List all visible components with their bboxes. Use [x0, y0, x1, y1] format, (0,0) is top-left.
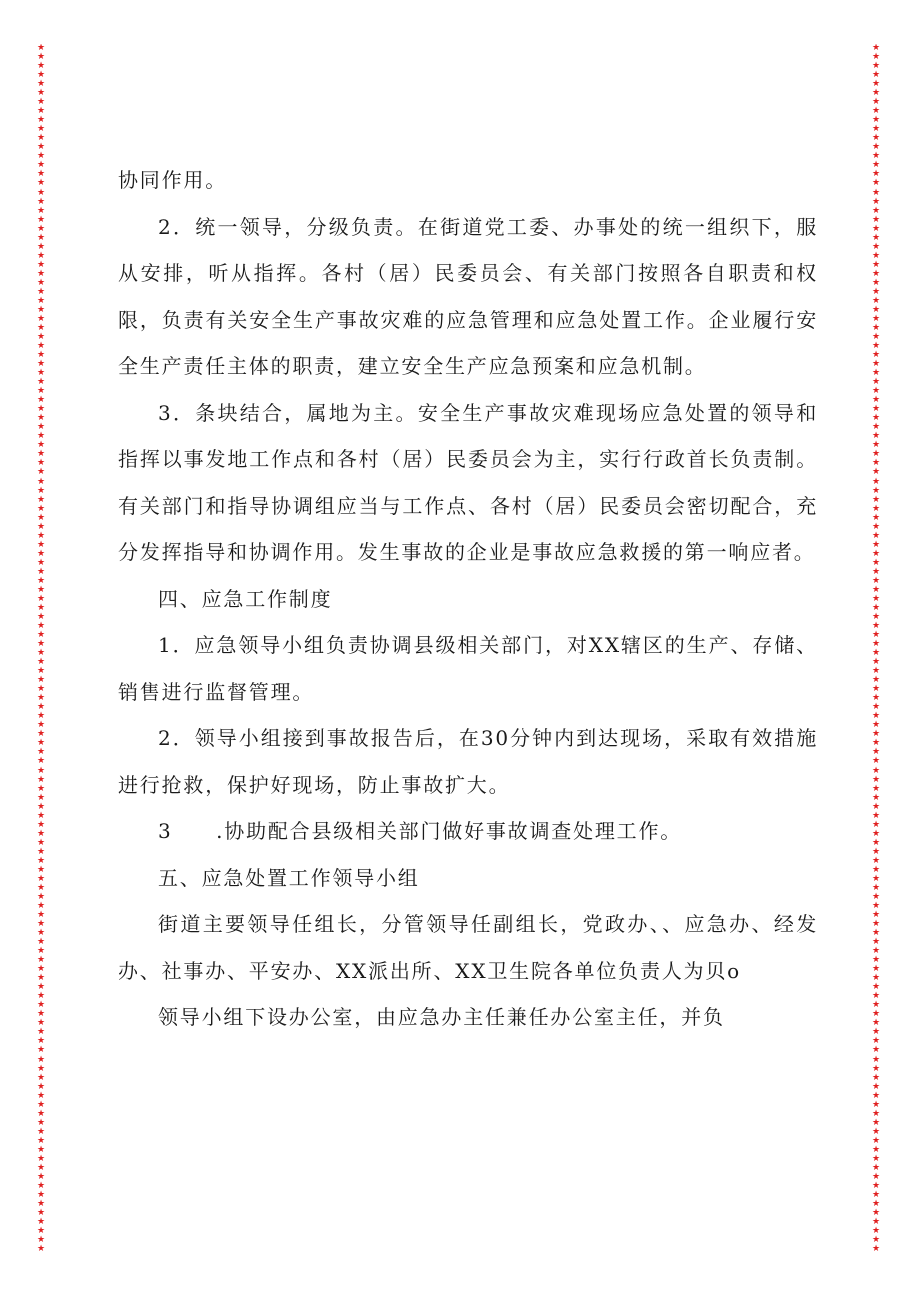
star-icon: ★ [36, 566, 46, 577]
star-icon: ★ [871, 359, 881, 370]
star-icon: ★ [871, 79, 881, 90]
star-icon: ★ [871, 738, 881, 749]
star-icon: ★ [871, 268, 881, 279]
star-icon: ★ [871, 648, 881, 659]
star-icon: ★ [871, 476, 881, 487]
star-icon: ★ [871, 991, 881, 1002]
star-icon: ★ [871, 449, 881, 460]
star-icon: ★ [871, 828, 881, 839]
star-icon: ★ [871, 1244, 881, 1255]
star-icon: ★ [36, 413, 46, 424]
star-icon: ★ [871, 973, 881, 984]
star-icon: ★ [871, 1171, 881, 1182]
star-icon: ★ [36, 837, 46, 848]
star-icon: ★ [871, 458, 881, 469]
star-icon: ★ [36, 1027, 46, 1038]
star-icon: ★ [36, 675, 46, 686]
star-icon: ★ [871, 955, 881, 966]
star-icon: ★ [36, 855, 46, 866]
star-icon: ★ [871, 386, 881, 397]
star-icon: ★ [871, 1180, 881, 1191]
star-icon: ★ [871, 819, 881, 830]
star-icon: ★ [36, 946, 46, 957]
star-icon: ★ [871, 304, 881, 315]
star-icon: ★ [36, 332, 46, 342]
star-icon: ★ [871, 1144, 881, 1155]
star-icon: ★ [871, 160, 881, 171]
star-icon: ★ [36, 458, 46, 469]
star-icon: ★ [871, 214, 881, 225]
star-icon: ★ [36, 801, 46, 812]
star-icon: ★ [36, 846, 46, 857]
star-icon: ★ [871, 1027, 881, 1038]
star-icon: ★ [36, 404, 46, 415]
star-icon: ★ [871, 467, 881, 478]
star-icon: ★ [36, 575, 46, 586]
star-icon: ★ [36, 684, 46, 695]
star-icon: ★ [871, 521, 881, 532]
star-icon: ★ [871, 711, 881, 722]
star-icon: ★ [871, 1000, 881, 1011]
star-icon: ★ [36, 1063, 46, 1074]
star-icon: ★ [36, 1208, 46, 1219]
star-icon: ★ [871, 982, 881, 993]
star-icon: ★ [36, 133, 46, 144]
star-icon: ★ [871, 241, 881, 252]
star-icon: ★ [36, 882, 46, 893]
star-icon: ★ [36, 1180, 46, 1191]
star-icon: ★ [36, 919, 46, 930]
star-icon: ★ [871, 1135, 881, 1146]
star-icon: ★ [871, 720, 881, 731]
star-icon: ★ [871, 1072, 881, 1083]
star-icon: ★ [36, 873, 46, 884]
star-icon: ★ [871, 187, 881, 198]
star-icon: ★ [36, 828, 46, 839]
star-icon: ★ [36, 521, 46, 532]
star-icon: ★ [36, 160, 46, 171]
star-icon: ★ [36, 593, 46, 604]
star-icon: ★ [36, 44, 46, 53]
star-icon: ★ [36, 756, 46, 767]
star-icon: ★ [36, 1135, 46, 1146]
star-icon: ★ [871, 539, 881, 550]
star-icon: ★ [871, 1235, 881, 1246]
star-icon: ★ [871, 855, 881, 866]
star-icon: ★ [36, 1090, 46, 1101]
star-icon: ★ [36, 602, 46, 613]
star-icon: ★ [871, 196, 881, 207]
star-icon: ★ [871, 205, 881, 216]
star-icon: ★ [871, 946, 881, 957]
star-icon: ★ [36, 377, 46, 388]
star-icon: ★ [871, 801, 881, 812]
paragraph-rule-3: 3 .协助配合县级相关部门做好事故调查处理工作。 [158, 819, 683, 843]
star-icon: ★ [36, 928, 46, 939]
star-icon: ★ [871, 341, 881, 352]
star-icon: ★ [36, 1099, 46, 1110]
star-icon: ★ [36, 738, 46, 749]
star-icon: ★ [871, 702, 881, 713]
star-icon: ★ [36, 440, 46, 451]
star-icon: ★ [871, 684, 881, 695]
star-icon: ★ [871, 70, 881, 81]
star-icon: ★ [871, 1126, 881, 1137]
star-icon: ★ [36, 431, 46, 442]
star-icon: ★ [36, 52, 46, 63]
star-icon: ★ [871, 124, 881, 135]
star-icon: ★ [36, 205, 46, 216]
star-icon: ★ [871, 422, 881, 433]
star-icon: ★ [871, 1117, 881, 1128]
star-icon: ★ [871, 142, 881, 153]
left-star-border [35, 44, 47, 1256]
paragraph-continuation: 协同作用。 [118, 168, 227, 192]
star-icon: ★ [36, 259, 46, 270]
paragraph-leadership: 街道主要领导任组长，分管领导任副组长，党政办、、应急办、经发办、社事办、平安办、XX派出所、XX卫生院各单位负责人为贝o [118, 912, 818, 983]
star-icon: ★ [871, 404, 881, 415]
star-icon: ★ [871, 295, 881, 306]
star-icon: ★ [36, 1018, 46, 1029]
star-icon: ★ [871, 675, 881, 686]
star-icon: ★ [36, 1072, 46, 1083]
star-icon: ★ [871, 1226, 881, 1237]
star-icon: ★ [871, 332, 881, 342]
star-icon: ★ [36, 548, 46, 559]
star-icon: ★ [36, 539, 46, 550]
star-icon: ★ [36, 277, 46, 288]
star-icon: ★ [871, 169, 881, 180]
star-icon: ★ [36, 70, 46, 81]
star-icon: ★ [36, 648, 46, 659]
star-icon: ★ [36, 106, 46, 117]
star-icon: ★ [36, 584, 46, 595]
star-icon: ★ [36, 1235, 46, 1246]
star-icon: ★ [871, 729, 881, 740]
star-icon: ★ [871, 837, 881, 848]
star-icon: ★ [871, 88, 881, 99]
star-icon: ★ [36, 169, 46, 180]
star-icon: ★ [871, 97, 881, 108]
star-icon: ★ [36, 982, 46, 993]
star-icon: ★ [36, 395, 46, 406]
star-icon: ★ [36, 666, 46, 677]
star-icon: ★ [871, 115, 881, 126]
star-icon: ★ [871, 882, 881, 893]
star-icon: ★ [871, 964, 881, 975]
star-icon: ★ [871, 512, 881, 523]
star-icon: ★ [871, 584, 881, 595]
star-icon: ★ [871, 395, 881, 406]
star-icon: ★ [36, 973, 46, 984]
star-icon: ★ [871, 223, 881, 234]
star-icon: ★ [36, 1117, 46, 1128]
star-icon: ★ [36, 1108, 46, 1119]
star-icon: ★ [871, 639, 881, 650]
star-icon: ★ [36, 1217, 46, 1228]
star-icon: ★ [871, 259, 881, 270]
star-icon: ★ [871, 747, 881, 758]
star-icon: ★ [36, 711, 46, 722]
document-body [118, 157, 818, 1041]
star-icon: ★ [36, 494, 46, 505]
star-icon: ★ [871, 377, 881, 388]
star-icon: ★ [871, 322, 881, 333]
star-icon: ★ [871, 1090, 881, 1101]
star-icon: ★ [871, 440, 881, 451]
star-icon: ★ [36, 313, 46, 324]
star-icon: ★ [36, 368, 46, 379]
paragraph-rule-2: 2．领导小组接到事故报告后，在30分钟内到达现场，采取有效措施进行抢救，保护好现场，防止事故扩大。 [118, 726, 818, 797]
star-icon: ★ [871, 666, 881, 677]
star-icon: ★ [871, 765, 881, 776]
star-icon: ★ [36, 1126, 46, 1137]
star-icon: ★ [36, 1144, 46, 1155]
star-icon: ★ [871, 106, 881, 117]
paragraph-office: 领导小组下设办公室，由应急办主任兼任办公室主任，并负 [158, 1005, 725, 1029]
star-icon: ★ [871, 846, 881, 857]
star-icon: ★ [36, 1000, 46, 1011]
star-icon: ★ [36, 97, 46, 108]
star-icon: ★ [871, 1162, 881, 1173]
star-icon: ★ [871, 575, 881, 586]
star-icon: ★ [36, 79, 46, 90]
star-icon: ★ [871, 350, 881, 361]
star-icon: ★ [36, 630, 46, 641]
star-icon: ★ [36, 991, 46, 1002]
star-icon: ★ [36, 115, 46, 126]
star-icon: ★ [871, 919, 881, 930]
star-icon: ★ [871, 277, 881, 288]
star-icon: ★ [36, 142, 46, 153]
star-icon: ★ [36, 891, 46, 902]
star-icon: ★ [871, 1189, 881, 1200]
star-icon: ★ [36, 557, 46, 568]
star-icon: ★ [36, 937, 46, 948]
star-icon: ★ [871, 611, 881, 622]
star-icon: ★ [871, 557, 881, 568]
star-icon: ★ [36, 1244, 46, 1255]
star-icon: ★ [871, 368, 881, 379]
star-icon: ★ [871, 1045, 881, 1056]
star-icon: ★ [36, 286, 46, 297]
star-icon: ★ [871, 1108, 881, 1119]
star-icon: ★ [871, 774, 881, 785]
star-icon: ★ [36, 1226, 46, 1237]
paragraph-rule-1: 1．应急领导小组负责协调县级相关部门，对XX辖区的生产、存储、销售进行监督管理。 [118, 633, 818, 704]
star-icon: ★ [871, 548, 881, 559]
star-icon: ★ [871, 151, 881, 162]
star-icon: ★ [871, 1036, 881, 1047]
star-icon: ★ [36, 1036, 46, 1047]
star-icon: ★ [36, 232, 46, 243]
star-icon: ★ [36, 178, 46, 189]
star-icon: ★ [36, 1162, 46, 1173]
star-icon: ★ [36, 512, 46, 523]
star-icon: ★ [36, 341, 46, 352]
star-icon: ★ [36, 783, 46, 794]
star-icon: ★ [36, 124, 46, 135]
star-icon: ★ [871, 1208, 881, 1219]
star-icon: ★ [36, 88, 46, 99]
star-icon: ★ [871, 44, 881, 53]
star-icon: ★ [871, 756, 881, 767]
star-icon: ★ [36, 503, 46, 514]
star-icon: ★ [871, 232, 881, 243]
star-icon: ★ [871, 61, 881, 72]
star-icon: ★ [36, 1009, 46, 1020]
star-icon: ★ [36, 304, 46, 315]
star-icon: ★ [36, 241, 46, 252]
star-icon: ★ [871, 485, 881, 496]
star-icon: ★ [36, 693, 46, 704]
star-icon: ★ [871, 621, 881, 631]
star-icon: ★ [871, 928, 881, 939]
star-icon: ★ [36, 196, 46, 207]
star-icon: ★ [36, 187, 46, 198]
paragraph-principle-2: 2．统一领导，分级负责。在街道党工委、办事处的统一组织下，服从安排，听从指挥。各村（居）民委员会、有关部门按照各自职责和权限，负责有关安全生产事故灾难的应急管理和应急处置工作。企业履行安全生产责任主体的职责，建立安全生产应急预案和应急机制。 [118, 214, 818, 378]
star-icon: ★ [36, 1054, 46, 1065]
star-icon: ★ [36, 214, 46, 225]
star-icon: ★ [871, 864, 881, 875]
star-icon: ★ [36, 819, 46, 830]
star-icon: ★ [36, 359, 46, 370]
star-icon: ★ [871, 1081, 881, 1092]
star-icon: ★ [36, 268, 46, 279]
star-icon: ★ [36, 910, 46, 920]
star-icon: ★ [36, 295, 46, 306]
star-icon: ★ [36, 955, 46, 966]
star-icon: ★ [871, 783, 881, 794]
paragraph-principle-3: 3．条块结合，属地为主。安全生产事故灾难现场应急处置的领导和指挥以事发地工作点和各村（居）民委员会为主，实行行政首长负责制。有关部门和指导协调组应当与工作点、各村（居）民委员会密切配合，充分发挥指导和协调作用。发生事故的企业是事故应急救援的第一响应者。 [118, 400, 818, 564]
star-icon: ★ [36, 1171, 46, 1182]
star-icon: ★ [36, 476, 46, 487]
star-icon: ★ [871, 1009, 881, 1020]
star-icon: ★ [36, 747, 46, 758]
star-icon: ★ [871, 810, 881, 821]
star-icon: ★ [871, 250, 881, 261]
star-icon: ★ [871, 693, 881, 704]
star-icon: ★ [871, 286, 881, 297]
star-icon: ★ [871, 891, 881, 902]
star-icon: ★ [871, 1153, 881, 1164]
star-icon: ★ [36, 350, 46, 361]
star-icon: ★ [36, 250, 46, 261]
star-icon: ★ [871, 133, 881, 144]
star-icon: ★ [36, 720, 46, 731]
star-icon: ★ [871, 413, 881, 424]
star-icon: ★ [36, 1189, 46, 1200]
star-icon: ★ [36, 386, 46, 397]
right-star-border [870, 44, 882, 1256]
star-icon: ★ [36, 422, 46, 433]
section-heading-4: 四、应急工作制度 [158, 586, 333, 611]
star-icon: ★ [871, 52, 881, 63]
star-icon: ★ [36, 729, 46, 740]
star-icon: ★ [871, 937, 881, 948]
star-icon: ★ [871, 593, 881, 604]
star-icon: ★ [36, 611, 46, 622]
star-icon: ★ [871, 566, 881, 577]
star-icon: ★ [871, 1099, 881, 1110]
star-icon: ★ [36, 864, 46, 875]
star-icon: ★ [871, 1018, 881, 1029]
star-icon: ★ [36, 774, 46, 785]
star-icon: ★ [871, 910, 881, 920]
star-icon: ★ [36, 467, 46, 478]
star-icon: ★ [36, 530, 46, 541]
star-icon: ★ [36, 810, 46, 821]
star-icon: ★ [36, 639, 46, 650]
star-icon: ★ [36, 1045, 46, 1056]
star-icon: ★ [36, 1153, 46, 1164]
star-icon: ★ [871, 313, 881, 324]
star-icon: ★ [871, 530, 881, 541]
star-icon: ★ [871, 178, 881, 189]
star-icon: ★ [871, 602, 881, 613]
star-icon: ★ [36, 702, 46, 713]
star-icon: ★ [871, 1217, 881, 1228]
star-icon: ★ [36, 900, 46, 911]
star-icon: ★ [871, 431, 881, 442]
star-icon: ★ [871, 657, 881, 668]
star-icon: ★ [871, 873, 881, 884]
star-icon: ★ [36, 223, 46, 234]
star-icon: ★ [36, 449, 46, 460]
star-icon: ★ [871, 1063, 881, 1074]
star-icon: ★ [871, 792, 881, 803]
star-icon: ★ [36, 61, 46, 72]
star-icon: ★ [871, 900, 881, 911]
star-icon: ★ [36, 657, 46, 668]
star-icon: ★ [871, 630, 881, 641]
star-icon: ★ [36, 621, 46, 631]
star-icon: ★ [36, 322, 46, 333]
star-icon: ★ [871, 1054, 881, 1065]
star-icon: ★ [36, 485, 46, 496]
star-icon: ★ [871, 1199, 881, 1209]
star-icon: ★ [871, 494, 881, 505]
star-icon: ★ [36, 1081, 46, 1092]
star-icon: ★ [36, 151, 46, 162]
star-icon: ★ [36, 792, 46, 803]
star-icon: ★ [36, 1199, 46, 1209]
star-icon: ★ [871, 503, 881, 514]
star-icon: ★ [36, 964, 46, 975]
star-icon: ★ [36, 765, 46, 776]
section-heading-5: 五、应急处置工作领导小组 [158, 865, 420, 890]
